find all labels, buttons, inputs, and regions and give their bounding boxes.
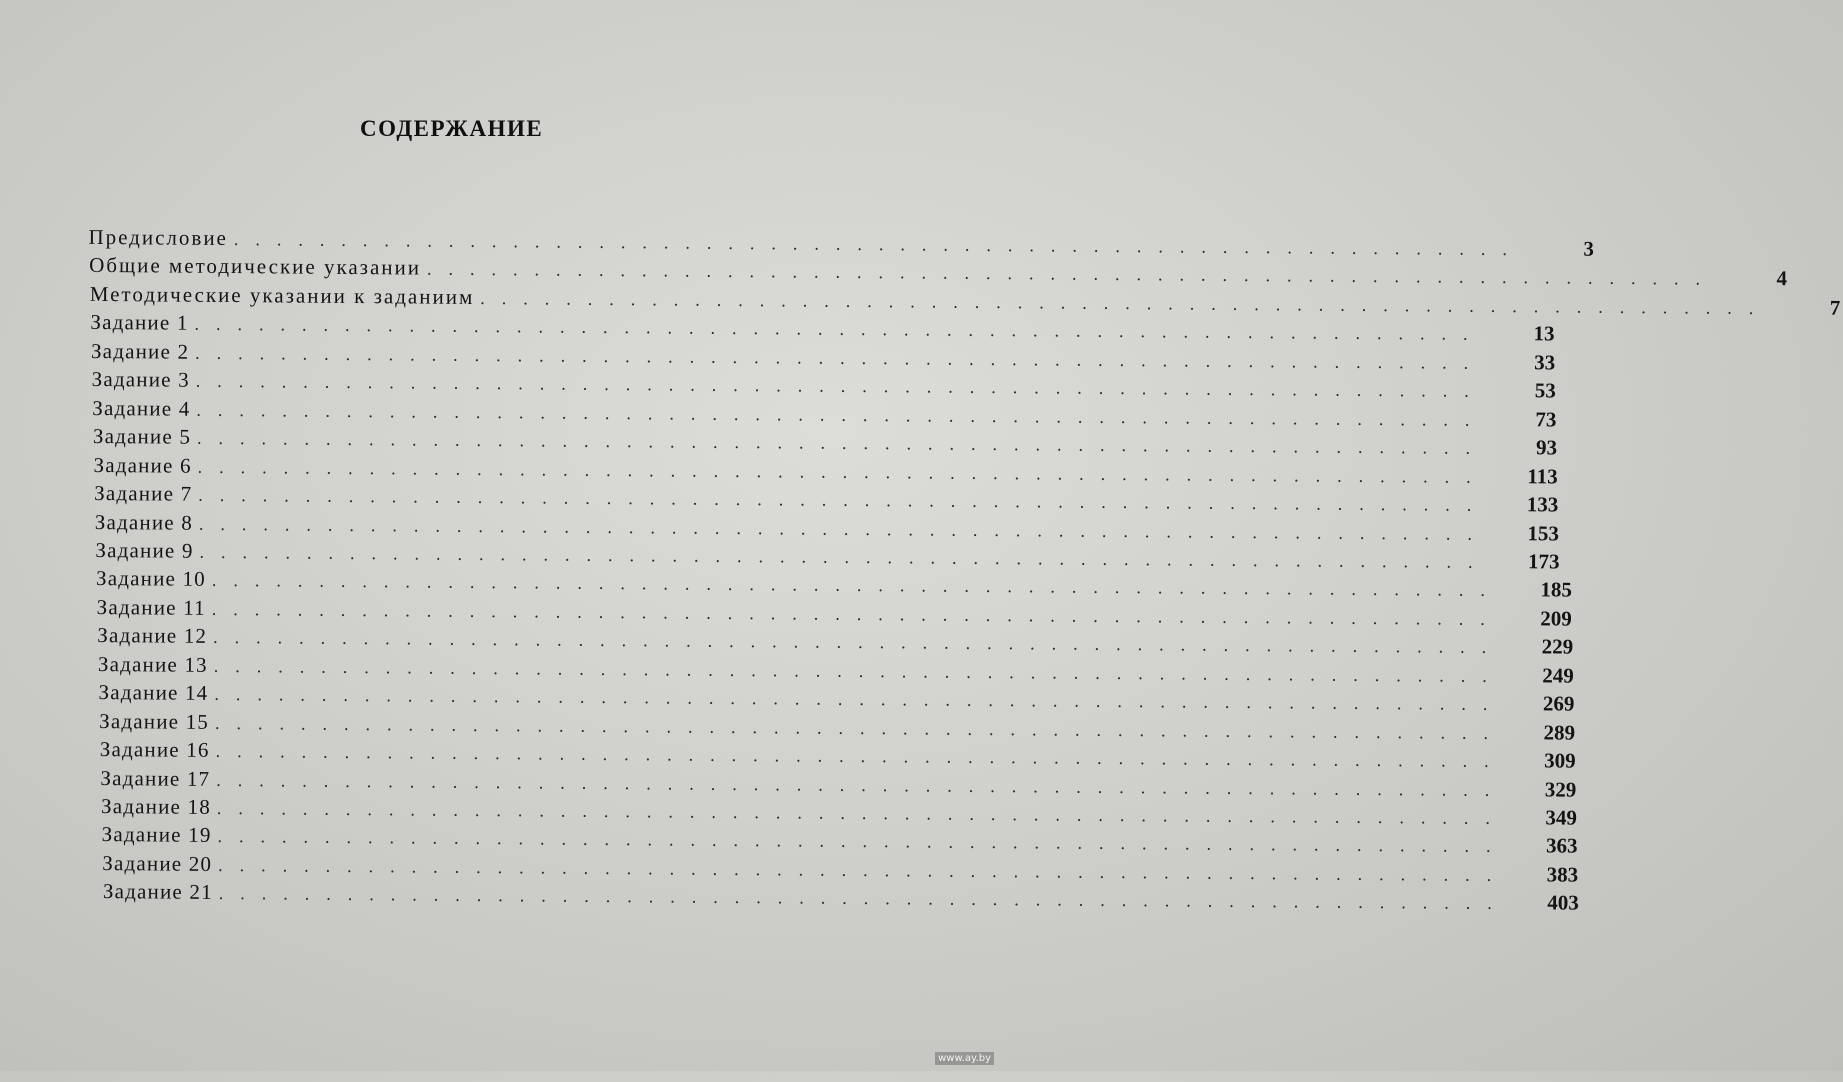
toc-entry	[102, 879, 1579, 915]
dot-leader: ............................................................	[218, 854, 1509, 885]
dot-leader: ............................................................	[211, 570, 1502, 601]
dot-leader: ............................................................	[214, 712, 1506, 743]
dot-leader: ............................................................	[195, 342, 1486, 373]
dot-leader: ............................................................	[198, 484, 1489, 515]
dot-leader: ............................................................	[218, 883, 1509, 914]
toc-entry-label: Задание 12	[97, 623, 208, 649]
toc-entry-page-number: 349	[1545, 805, 1578, 830]
toc-entry-label: Задание 3	[91, 367, 190, 392]
toc-entry-page-number: 113	[1527, 463, 1558, 489]
dot-leader: ............................................................	[216, 797, 1507, 829]
toc-entry-page-number: 73	[1535, 406, 1557, 432]
toc-entry-page-number: 363	[1545, 833, 1578, 859]
toc-entry-label: Предисловие	[88, 224, 229, 251]
toc-entry-page-number: 269	[1542, 691, 1575, 716]
toc-entry-label: Задание 21	[102, 879, 213, 905]
toc-entry-page-number: 93	[1535, 435, 1558, 460]
page-title: СОДЕРЖАНИЕ	[360, 116, 544, 141]
dot-leader: ............................................................	[215, 741, 1506, 772]
toc-entry-page-number: 309	[1544, 748, 1576, 773]
toc-entry-page-number: 329	[1544, 776, 1577, 802]
site-watermark: www.ay.by	[935, 1052, 994, 1065]
toc-entry-label: Задание 1	[90, 310, 189, 336]
toc-entry-label: Задание 10	[95, 566, 207, 592]
toc-entry-label: Общие методические указании	[89, 253, 422, 280]
toc-entry-label: Задание 5	[92, 424, 192, 449]
toc-entry-page-number: 133	[1526, 492, 1559, 517]
dot-leader: ............................................................	[198, 513, 1490, 544]
toc-entry-label: Задание 20	[102, 850, 213, 876]
toc-entry-label: Задание 14	[98, 680, 209, 706]
toc-entry-label: Задание 9	[95, 537, 194, 563]
toc-entry-page-number: 249	[1542, 663, 1574, 688]
toc-entry-label: Задание 6	[93, 452, 192, 478]
toc-entry-label: Задание 17	[100, 765, 211, 791]
toc-entry-page-number: 7	[1829, 295, 1841, 320]
dot-leader: ............................................................	[199, 541, 1490, 572]
dot-leader: ............................................................	[197, 427, 1488, 459]
toc-entry-page-number: 229	[1541, 634, 1574, 659]
dot-leader: ............................................................	[196, 399, 1487, 430]
toc-entry-label: Задание 13	[97, 651, 208, 677]
toc-entry-page-number: 13	[1533, 321, 1555, 346]
dot-leader: ............................................................	[233, 229, 1524, 260]
toc-entry-page-number: 383	[1546, 862, 1579, 887]
dot-leader: ............................................................	[213, 655, 1504, 686]
toc-entry-label: Задание 4	[92, 395, 191, 421]
toc-entry-label: Задание 19	[101, 822, 212, 848]
dot-leader: ............................................................	[211, 598, 1502, 629]
toc-entry-page-number: 4	[1776, 266, 1788, 291]
dot-leader: ............................................................	[197, 456, 1488, 487]
dot-leader: ............................................................	[426, 259, 1718, 290]
toc-entry-label: Задание 7	[94, 481, 193, 506]
dot-leader: ............................................................	[216, 769, 1507, 800]
toc-entry-page-number: 209	[1540, 606, 1572, 631]
toc-entry-page-number: 185	[1540, 577, 1572, 602]
dot-leader: ............................................................	[194, 314, 1485, 345]
toc-entry-label: Задание 11	[96, 594, 206, 620]
toc-entry-label: Задание 2	[90, 338, 190, 364]
toc-entry-page-number: 173	[1527, 549, 1560, 574]
toc-entry-label: Задание 8	[94, 509, 194, 535]
toc-entry-page-number: 53	[1534, 378, 1556, 403]
toc-entry-page-number: 153	[1527, 520, 1560, 545]
toc-entry-label: Задание 16	[99, 737, 210, 762]
dot-leader: ............................................................	[195, 371, 1486, 402]
dot-leader: ............................................................	[480, 287, 1771, 319]
toc-entry-page-number: 33	[1534, 350, 1556, 375]
toc-entry-page-number: 289	[1543, 719, 1576, 745]
toc-entry-label: Задание 18	[100, 794, 212, 819]
dot-leader: ............................................................	[217, 826, 1508, 857]
toc-entry-page-number: 403	[1547, 890, 1579, 915]
toc-entry-page-number: 3	[1583, 236, 1594, 261]
toc-entry-label: Задание 15	[99, 708, 210, 734]
toc-entry-label: Методические указании к заданиим	[89, 281, 475, 309]
dot-leader: ............................................................	[213, 627, 1504, 658]
dot-leader: ............................................................	[214, 684, 1505, 715]
